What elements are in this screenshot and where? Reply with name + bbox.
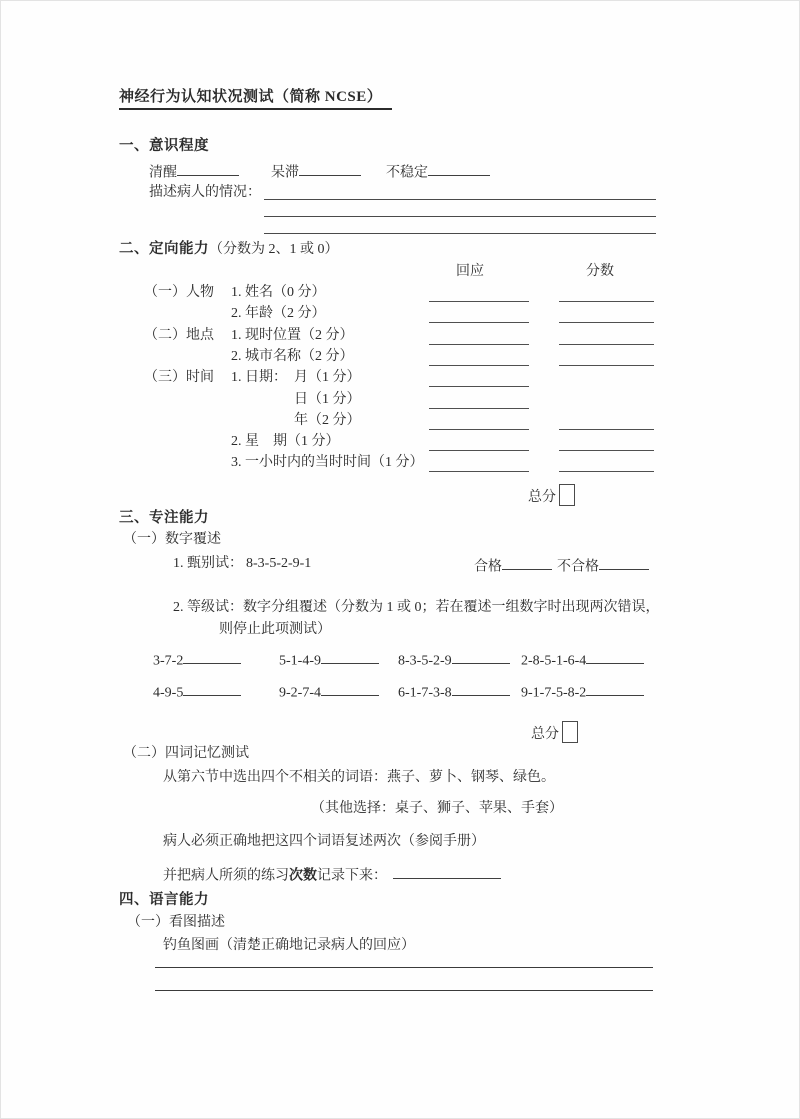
response-line-long-2 (155, 990, 653, 991)
response-line (429, 450, 529, 451)
digit-blank (321, 682, 379, 696)
section2-heading-note: （分数为 2、1 或 0） (209, 242, 339, 257)
memory-note2-post: 记录下来： (317, 868, 387, 884)
orientation-row-current-time (144, 455, 659, 471)
digit-sequence: 2-8-5-1-6-4 (521, 653, 587, 669)
response-line-long-1 (155, 967, 653, 968)
section2-heading: 二、定向能力 (119, 241, 209, 257)
score-line (559, 471, 654, 472)
column-header-response: 回应 (456, 264, 484, 279)
digit-group (398, 682, 510, 701)
orientation-row-city (144, 349, 659, 365)
section4-sub1: （一）看图描述 (127, 915, 225, 930)
memory-note2 (163, 865, 501, 884)
response-line (429, 471, 529, 472)
digit-group (279, 650, 379, 669)
digit-blank (321, 650, 379, 664)
memory-note2-bold: 次数 (289, 868, 317, 884)
screening-label: 1. 甄别试： (173, 556, 243, 571)
row-sub-label: 月（1 分） (294, 370, 361, 385)
digit-blank (183, 650, 241, 664)
total-score-box (559, 484, 575, 506)
screening-digits: 8-3-5-2-9-1 (246, 556, 312, 571)
score-line (559, 322, 654, 323)
digit-span-row-1 (1, 650, 800, 669)
digit-group (153, 682, 241, 701)
section3-sub2: （二）四词记忆测试 (123, 746, 249, 761)
option-alert: 清醒 (149, 165, 177, 181)
memory-count-blank (393, 865, 501, 879)
digit-span-row-2 (1, 682, 800, 701)
digit-group (398, 650, 510, 669)
digit-sequence: 3-7-2 (153, 653, 184, 669)
digit-group (521, 650, 644, 669)
orientation-row-month (144, 370, 659, 386)
score-line (559, 365, 654, 366)
row-item-label: 1. 现时位置（2 分） (231, 328, 354, 343)
row-item-label: 3. 一小时内的当时时间（1 分） (231, 455, 424, 470)
orientation-row-name (144, 285, 659, 301)
option-unstable-wrap (386, 162, 490, 181)
digit-group (521, 682, 644, 701)
digit-sequence: 5-1-4-9 (279, 653, 321, 669)
memory-alternatives: （其他选择：桌子、狮子、苹果、手套） (311, 801, 563, 816)
digit-blank (586, 650, 644, 664)
memory-note1: 病人必须正确地把这四个词语复述两次（参阅手册） (163, 834, 485, 849)
row-group-label: （一）人物 (144, 285, 214, 300)
response-line (429, 301, 529, 302)
response-line (429, 344, 529, 345)
describe-line-3 (264, 233, 656, 234)
pass-blank (502, 556, 552, 570)
section4-heading: 四、语言能力 (119, 892, 209, 908)
response-line (429, 365, 529, 366)
orientation-row-current-place (144, 328, 659, 344)
score-line (559, 450, 654, 451)
column-header-score: 分数 (586, 264, 614, 279)
score-line (559, 301, 654, 302)
row-sub-label: 日（1 分） (294, 392, 361, 407)
pass-wrap (474, 556, 552, 575)
describe-line-2 (264, 216, 656, 217)
digit-group (279, 682, 379, 701)
option-lethargic-blank (299, 162, 361, 176)
orientation-row-weekday (144, 434, 659, 450)
digit-sequence: 9-1-7-5-8-2 (521, 685, 587, 701)
fail-wrap (557, 556, 649, 575)
digit-blank (452, 682, 510, 696)
orientation-row-year (144, 413, 659, 429)
row-item-label: 1. 日期： (231, 370, 287, 385)
response-line (429, 386, 529, 387)
option-unstable-blank (428, 162, 490, 176)
option-lethargic: 呆滞 (271, 165, 299, 181)
section2-heading-wrap (119, 241, 339, 258)
orientation-row-day (144, 392, 659, 408)
describe-label: 描述病人的情况： (149, 185, 261, 200)
grading-test-line1: 2. 等级试：数字分组覆述（分数为 1 或 0；若在覆述一组数字时出现两次错误， (173, 600, 660, 615)
digit-blank (586, 682, 644, 696)
memory-note2-pre: 并把病人所须的练习 (163, 868, 289, 884)
describe-line-1 (264, 199, 656, 200)
total-label: 总分 (531, 727, 559, 742)
response-line (429, 408, 529, 409)
consciousness-options (149, 162, 239, 181)
option-lethargic-wrap (271, 162, 361, 181)
picture-description: 钓鱼图画（清楚正确地记录病人的回应） (163, 938, 415, 953)
row-group-label: （三）时间 (144, 370, 214, 385)
row-item-label: 1. 姓名（0 分） (231, 285, 326, 300)
row-sub-label: 年（2 分） (294, 413, 361, 428)
total-label: 总分 (528, 490, 556, 505)
digit-sequence: 4-9-5 (153, 685, 184, 701)
total-score-box (562, 721, 578, 743)
score-line (559, 429, 654, 430)
score-line (559, 344, 654, 345)
option-alert-blank (177, 162, 239, 176)
orientation-total (528, 484, 575, 506)
orientation-row-age (144, 306, 659, 322)
digit-blank (183, 682, 241, 696)
screening-test-row (173, 556, 663, 575)
row-group-label: （二）地点 (144, 328, 214, 343)
response-line (429, 429, 529, 430)
fail-blank (599, 556, 649, 570)
fail-label: 不合格 (557, 559, 599, 575)
row-item-label: 2. 年龄（2 分） (231, 306, 326, 321)
memory-intro: 从第六节中选出四个不相关的词语：燕子、萝卜、钢琴、绿色。 (163, 770, 555, 785)
digit-group (153, 650, 241, 669)
page-title: 神经行为认知状况测试（简称 NCSE） (119, 89, 392, 106)
grading-test-line2: 则停止此项测试） (219, 622, 331, 637)
digit-sequence: 9-2-7-4 (279, 685, 321, 701)
row-item-label: 2. 星 期（1 分） (231, 434, 340, 449)
response-line (429, 322, 529, 323)
row-item-label: 2. 城市名称（2 分） (231, 349, 354, 364)
attention-total (531, 721, 578, 743)
digit-sequence: 8-3-5-2-9 (398, 653, 452, 669)
section1-heading: 一、意识程度 (119, 138, 209, 154)
section3-sub1: （一）数字覆述 (123, 532, 221, 547)
digit-blank (452, 650, 510, 664)
pass-label: 合格 (474, 559, 502, 575)
section3-heading: 三、专注能力 (119, 510, 209, 526)
digit-sequence: 6-1-7-3-8 (398, 685, 452, 701)
option-unstable: 不稳定 (386, 165, 428, 181)
